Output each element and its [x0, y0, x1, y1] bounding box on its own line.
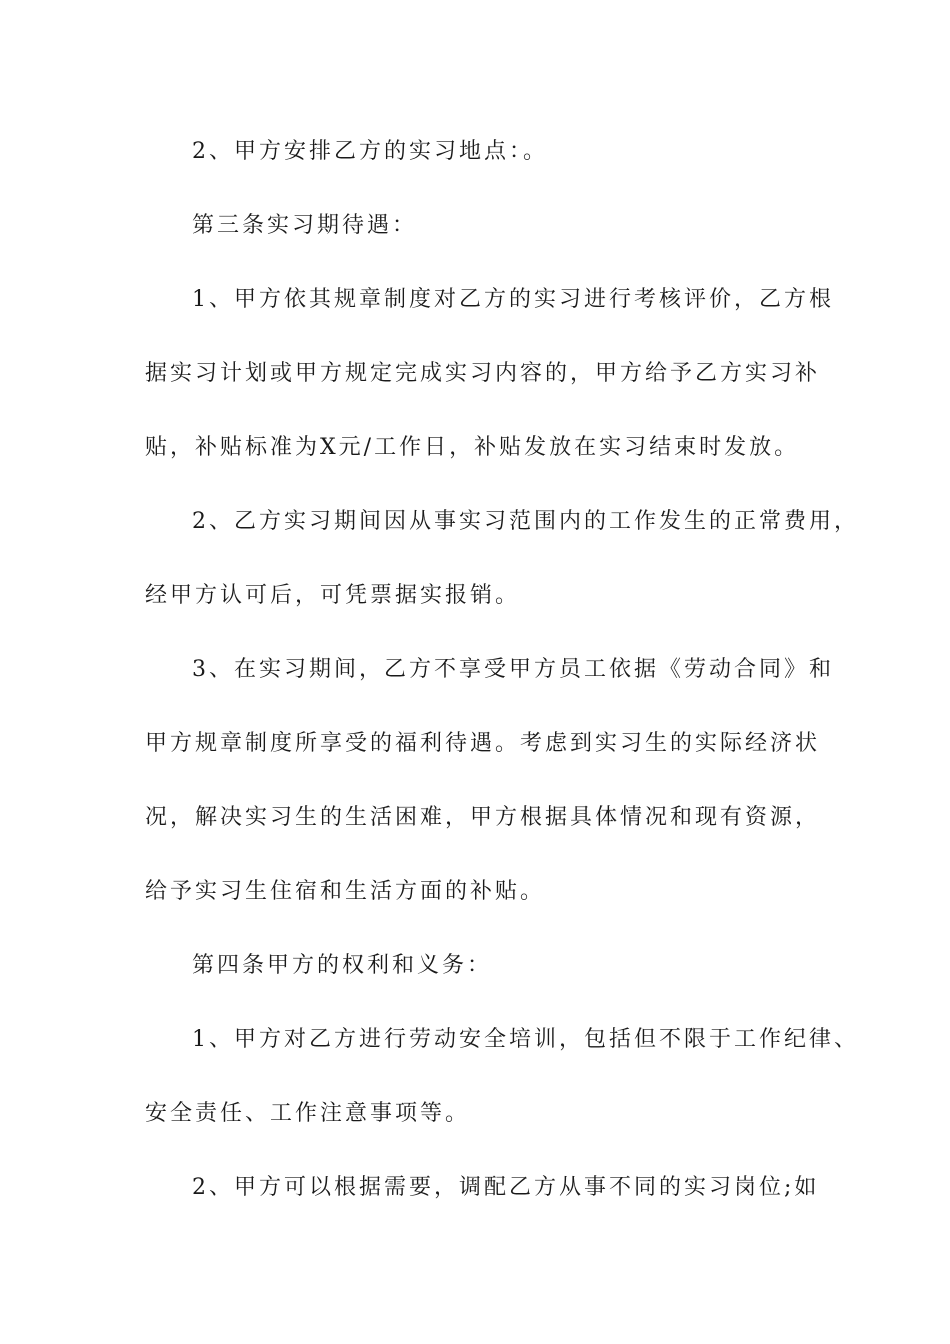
paragraph-line: 2、甲方安排乙方的实习地点：。 [192, 139, 548, 164]
paragraph-line: 甲方规章制度所享受的福利待遇。考虑到实习生的实际经济状 [145, 731, 821, 756]
paragraph-line: 据实习计划或甲方规定完成实习内容的，甲方给予乙方实习补 [145, 361, 821, 386]
paragraph-line: 安全责任、工作注意事项等。 [145, 1101, 471, 1126]
paragraph-line: 经甲方认可后，可凭票据实报销。 [145, 583, 521, 608]
paragraph-line: 2、乙方实习期间因从事实习范围内的工作发生的正常费用， [192, 509, 859, 534]
paragraph-line: 1、甲方对乙方进行劳动安全培训，包括但不限于工作纪律、 [192, 1027, 859, 1052]
paragraph-line: 1、甲方依其规章制度对乙方的实习进行考核评价，乙方根 [192, 287, 834, 312]
paragraph-line: 贴，补贴标准为X元/工作日，补贴发放在实习结束时发放。 [145, 435, 800, 460]
article-heading: 第三条实习期待遇： [192, 213, 418, 238]
paragraph-line: 2、甲方可以根据需要，调配乙方从事不同的实习岗位;如 [192, 1175, 820, 1200]
paragraph-line: 况，解决实习生的生活困难，甲方根据具体情况和现有资源， [145, 805, 821, 830]
paragraph-line: 给予实习生住宿和生活方面的补贴。 [145, 879, 546, 904]
paragraph-line: 3、在实习期间，乙方不享受甲方员工依据《劳动合同》和 [192, 657, 834, 682]
article-heading: 第四条甲方的权利和义务： [192, 953, 493, 978]
